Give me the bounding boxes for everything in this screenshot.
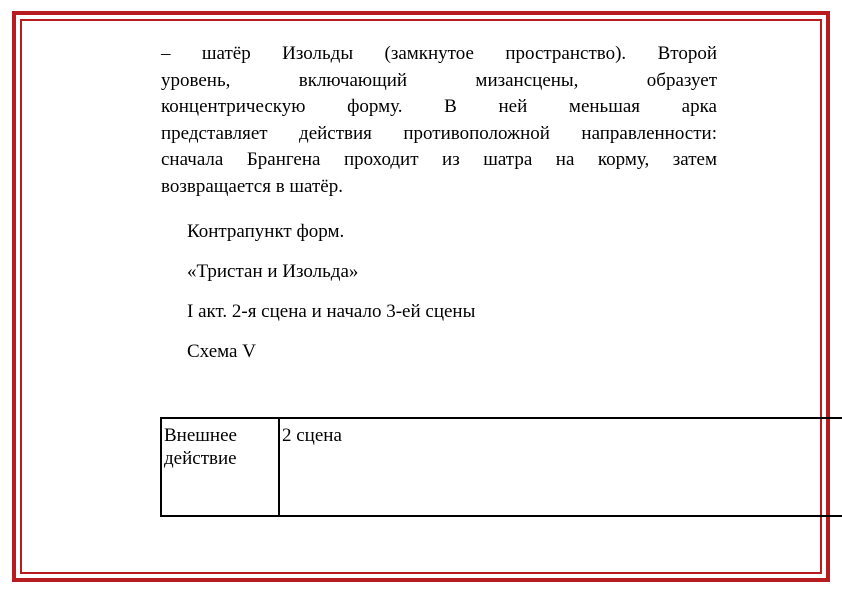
counterpoint-heading: Контрапункт форм. xyxy=(187,221,345,242)
scheme-table-container xyxy=(160,417,842,517)
paragraph-line: представляет действия противоположной направленности: xyxy=(161,122,717,144)
paragraph-line: сначала Брангена проходит из шатра на корму, затем xyxy=(161,149,717,170)
paragraph-line: возвращается в шатёр. xyxy=(161,175,343,197)
table-row xyxy=(161,418,842,516)
paragraph-line: – шатёр Изольды (замкнутое пространство). Второй xyxy=(161,43,717,64)
scheme-label: Схема V xyxy=(187,341,256,362)
opera-title: «Тристан и Изольда» xyxy=(187,261,359,282)
paragraph-line: уровень, включающий мизансцены, образует xyxy=(161,69,717,91)
act-scene-line: I акт. 2-я сцена и начало 3-ей сцены xyxy=(187,301,476,322)
scheme-table xyxy=(160,417,842,517)
paragraph-line: концентрическую форму. В ней меньшая арка xyxy=(161,96,717,117)
table-cell-scene-2: 2 сцена xyxy=(279,418,842,516)
document-page xyxy=(161,41,717,362)
table-cell-external-action: Внешнее действие xyxy=(161,418,279,516)
body-paragraph xyxy=(161,41,717,200)
